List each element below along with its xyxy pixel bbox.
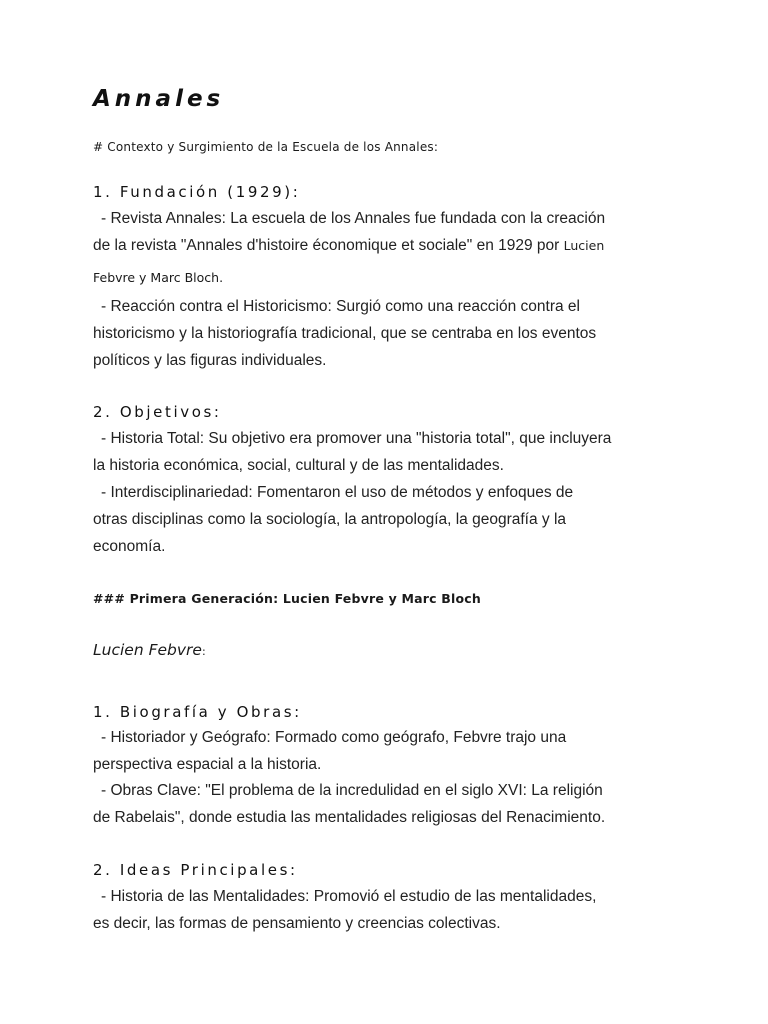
text-line: economía. [93, 538, 166, 555]
text-line: - Historia Total: Su objetivo era promover una "historia total", que incluyera [101, 430, 612, 447]
text-line: es decir, las formas de pensamiento y creencias colectivas. [93, 915, 501, 932]
heading-biografia: 1. Biografía y Obras: [93, 703, 302, 721]
heading-objetivos: 2. Objetivos: [93, 403, 222, 421]
text-line: - Obras Clave: "El problema de la incredulidad en el siglo XVI: La religión [101, 782, 603, 799]
text-line: otras disciplinas como la sociología, la antropología, la geografía y la [93, 511, 567, 528]
text-line: - Reacción contra el Historicismo: Surgió como una reacción contra el [101, 298, 580, 315]
document-subtitle: # Contexto y Surgimiento de la Escuela de los Annales: [93, 140, 439, 154]
text-line: - Interdisciplinariedad: Fomentaron el uso de métodos y enfoques de [101, 484, 574, 501]
document-title: Annales [93, 86, 225, 112]
person-heading [93, 641, 206, 660]
generation-heading: ### Primera Generación: Lucien Febvre y Marc Bloch [93, 591, 481, 606]
text-line: - Historiador y Geógrafo: Formado como geógrafo, Febvre trajo una [101, 729, 567, 746]
text-line: historicismo y la historiografía tradicional, que se centraba en los eventos [93, 325, 597, 342]
heading-fundacion: 1. Fundación (1929): [93, 183, 301, 201]
text-line: políticos y las figuras individuales. [93, 352, 327, 369]
text-line: la historia económica, social, cultural y de las mentalidades. [93, 457, 504, 474]
person-colon: : [201, 645, 206, 658]
text-line: - Historia de las Mentalidades: Promovió el estudio de las mentalidades, [101, 888, 597, 905]
text-line: perspectiva espacial a la historia. [93, 756, 322, 773]
text-span: de la revista "Annales d'histoire économique et sociale" en 1929 por [93, 237, 564, 254]
handwritten-line: Febvre y Marc Bloch. [93, 270, 224, 285]
text-line: - Revista Annales: La escuela de los Annales fue fundada con la creación [101, 210, 606, 227]
person-name: Lucien Febvre [93, 641, 202, 659]
heading-ideas: 2. Ideas Principales: [93, 861, 298, 879]
text-line [93, 237, 604, 255]
handwritten-span: Lucien [563, 238, 605, 253]
text-line: de Rabelais", donde estudia las mentalidades religiosas del Renacimiento. [93, 809, 606, 826]
